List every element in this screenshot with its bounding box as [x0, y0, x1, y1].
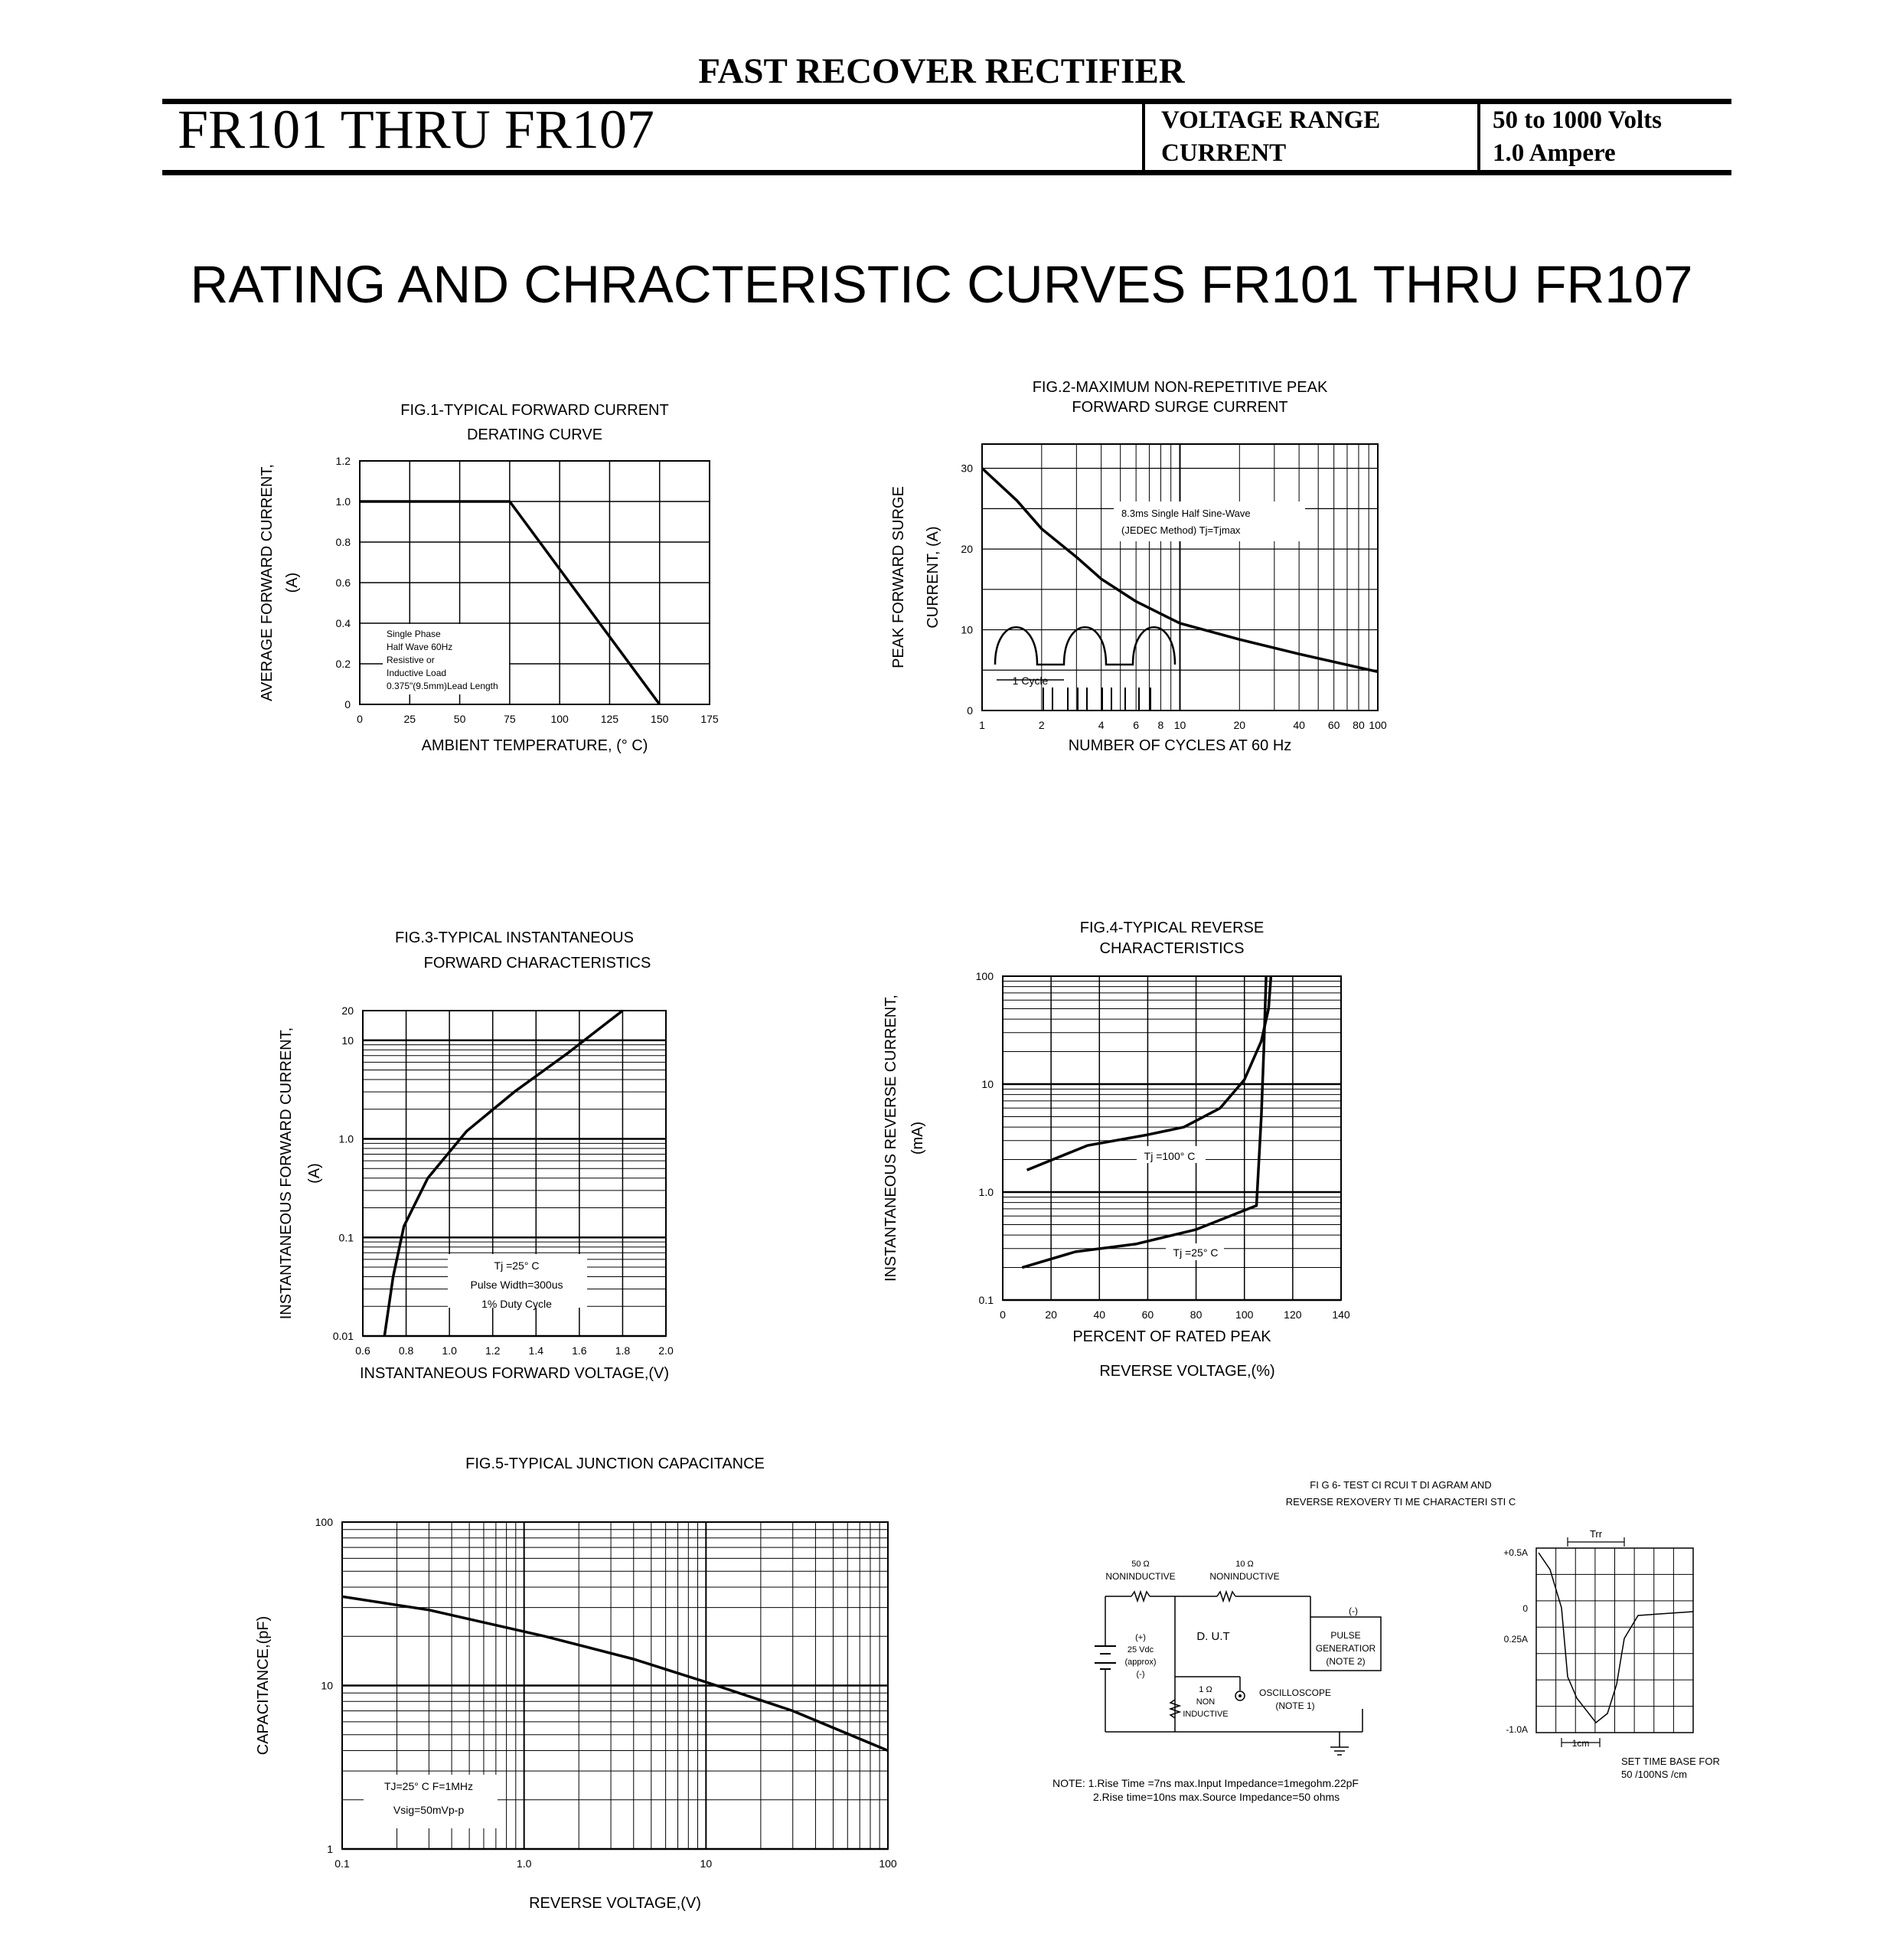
fig3-y-axis-label: INSTANTANEOUS FORWARD CURRENT,: [278, 1027, 295, 1320]
fig3-x-tick-label: 1.6: [572, 1344, 587, 1357]
fig6-supply-label: 25 Vdc: [1127, 1645, 1154, 1655]
fig1-x-tick-label: 50: [453, 713, 466, 725]
fig4-x-axis-label: PERCENT OF RATED PEAK: [1072, 1328, 1271, 1345]
fig4-label-tj100: Tj =100° C: [1144, 1150, 1196, 1162]
fig1-annotation: Single Phase: [387, 629, 441, 639]
fig2-title: FORWARD SURGE CURRENT: [1072, 399, 1288, 416]
fig1-x-tick-label: 150: [651, 713, 669, 725]
fig2-chart: [890, 379, 1387, 754]
fig2-y-axis-label: CURRENT, (A): [925, 526, 942, 629]
fig5-y-tick-label: 10: [321, 1679, 333, 1692]
fig1-y-axis-label: AVERAGE FORWARD CURRENT,: [259, 464, 276, 701]
fig2-x-tick-label: 20: [1233, 719, 1246, 731]
part-range: FR101 THRU FR107: [178, 99, 654, 160]
fig1-title: DERATING CURVE: [466, 426, 603, 443]
fig3-x-axis-label: INSTANTANEOUS FORWARD VOLTAGE,(V): [359, 1365, 670, 1382]
fig3-annotation: 1% Duty Cycle: [481, 1298, 552, 1310]
fig4-y-axis-label: (mA): [909, 1121, 926, 1155]
fig3-chart: [278, 929, 674, 1382]
fig6-wave-label: 0.25A: [1503, 1634, 1528, 1645]
fig1-annotation: Inductive Load: [387, 668, 447, 678]
fig2-x-tick-label: 1: [979, 719, 985, 731]
fig2-x-tick-label: 60: [1327, 719, 1340, 731]
fig1-x-tick-label: 0: [357, 713, 363, 725]
fig6-r50-value: 50 Ω: [1131, 1560, 1150, 1569]
fig5-y-tick-label: 1: [327, 1843, 333, 1855]
fig6-wave-label: 0: [1522, 1603, 1528, 1614]
fig4-x-tick-label: 60: [1141, 1308, 1154, 1321]
fig3-x-tick-label: 0.6: [355, 1344, 370, 1357]
fig4-y-tick-label: 100: [975, 970, 994, 982]
fig4-y-tick-label: 1.0: [978, 1186, 994, 1198]
fig6-supply-label: (approx): [1124, 1658, 1157, 1667]
fig4-label-tj25: Tj =25° C: [1173, 1246, 1219, 1259]
fig6-r1-label: 1 Ω: [1199, 1685, 1212, 1694]
fig4-x-axis-label: REVERSE VOLTAGE,(%): [1099, 1363, 1275, 1380]
fig6-supply-label: (+): [1135, 1633, 1146, 1642]
fig6-oscilloscope-label: OSCILLOSCOPE: [1258, 1687, 1332, 1698]
fig1-x-tick-label: 175: [700, 713, 719, 725]
fig3-annotation: Tj =25° C: [494, 1259, 540, 1272]
fig2-x-tick-label: 10: [1173, 719, 1186, 731]
fig1-annotation: 0.375"(9.5mm)Lead Length: [387, 681, 498, 691]
fig1-x-axis-label: AMBIENT TEMPERATURE, (° C): [421, 737, 648, 754]
fig6-r10-value: 10 Ω: [1235, 1560, 1254, 1569]
fig2-x-tick-label: 8: [1157, 719, 1164, 731]
fig4-chart: [883, 920, 1350, 1380]
fig3-x-tick-label: 1.4: [528, 1344, 544, 1357]
fig6-trr-label: Trr: [1589, 1528, 1603, 1540]
voltage-range-value: 50 to 1000 Volts: [1493, 106, 1662, 134]
fig1-y-tick-label: 0.6: [335, 577, 351, 589]
fig3-y-tick-label: 10: [341, 1034, 354, 1047]
fig4-x-tick-label: 140: [1332, 1308, 1350, 1321]
fig6-r1-label: INDUCTIVE: [1183, 1710, 1229, 1719]
current-label: CURRENT: [1161, 139, 1287, 167]
fig1-y-tick-label: 0.8: [335, 536, 351, 548]
fig3-title: FORWARD CHARACTERISTICS: [423, 955, 651, 972]
fig5-y-axis-label: CAPACITANCE,(pF): [255, 1615, 272, 1756]
fig6-resistor-50: [1131, 1592, 1150, 1601]
fig1-chart: [259, 402, 719, 754]
fig1-x-tick-label: 100: [550, 713, 569, 725]
fig2-annotation: (JEDEC Method) Tj=Tjmax: [1121, 524, 1241, 536]
fig4-x-tick-label: 80: [1190, 1308, 1203, 1321]
fig5-x-tick-label: 0.1: [335, 1857, 350, 1870]
fig3-y-axis-label: (A): [306, 1163, 323, 1184]
fig4-series-tj25c: [1022, 976, 1266, 1268]
fig6-title: REVERSE REXOVERY TI ME CHARACTERI STI C: [1285, 1496, 1516, 1508]
fig6-wave-label: -1.0A: [1506, 1724, 1528, 1735]
fig4-x-tick-label: 120: [1284, 1308, 1302, 1321]
fig2-cycle-wave: [995, 627, 1175, 665]
fig6-diagram: [1052, 1479, 1720, 1803]
fig3-x-tick-label: 0.8: [398, 1344, 414, 1357]
fig4-title: CHARACTERISTICS: [1099, 940, 1245, 957]
fig1-y-axis-label: (A): [284, 572, 301, 593]
fig6-pulse-minus: (-): [1349, 1606, 1358, 1616]
fig2-x-tick-label: 80: [1353, 719, 1365, 731]
fig3-x-tick-label: 1.0: [442, 1344, 457, 1357]
header-title: FAST RECOVER RECTIFIER: [698, 51, 1185, 91]
fig6-pulse-generator-label: GENERATIOR: [1315, 1643, 1376, 1654]
fig6-oscilloscope-label: (NOTE 1): [1275, 1700, 1315, 1711]
fig3-x-tick-label: 1.8: [615, 1344, 631, 1357]
fig1-y-tick-label: 1.2: [335, 455, 351, 467]
fig3-y-tick-label: 0.01: [332, 1330, 354, 1342]
fig1-title: FIG.1-TYPICAL FORWARD CURRENT: [400, 402, 669, 419]
fig1-annotation: Half Wave 60Hz: [387, 642, 453, 652]
fig1-y-tick-label: 0.2: [335, 658, 351, 670]
fig2-x-tick-label: 2: [1038, 719, 1045, 731]
fig1-annotation: Resistive or: [387, 655, 435, 665]
fig6-cm-label: 1cm: [1571, 1738, 1590, 1749]
fig1-x-tick-label: 25: [403, 713, 416, 725]
fig2-y-tick-label: 10: [961, 623, 973, 636]
fig6-recovery-waveform: [1539, 1553, 1693, 1723]
voltage-range-label: VOLTAGE RANGE: [1161, 106, 1381, 134]
current-value: 1.0 Ampere: [1493, 139, 1616, 167]
fig2-y-tick-label: 20: [961, 543, 973, 556]
fig1-x-tick-label: 125: [600, 713, 619, 725]
fig1-x-tick-label: 75: [504, 713, 516, 725]
fig2-x-tick-label: 6: [1133, 719, 1140, 731]
fig5-series-cj: [342, 1596, 888, 1750]
fig6-supply-label: (-): [1136, 1670, 1145, 1679]
fig5-x-tick-label: 10: [700, 1857, 713, 1870]
fig2-grid: [982, 444, 1378, 710]
fig3-y-tick-label: 1.0: [338, 1132, 354, 1145]
fig6-oscilloscope-symbol: [1238, 1694, 1242, 1697]
fig6-timebase-label: SET TIME BASE FOR: [1621, 1756, 1720, 1767]
fig4-y-axis-label: INSTANTANEOUS REVERSE CURRENT,: [883, 995, 899, 1282]
fig6-pulse-generator-label: (NOTE 2): [1326, 1656, 1366, 1667]
fig1-y-tick-label: 0.4: [335, 617, 351, 629]
fig6-dut-label: D. U.T: [1196, 1630, 1230, 1643]
fig6-wave-label: +0.5A: [1503, 1547, 1528, 1558]
fig4-x-tick-label: 100: [1235, 1308, 1254, 1321]
fig4-title: FIG.4-TYPICAL REVERSE: [1079, 920, 1265, 936]
page-title: RATING AND CHRACTERISTIC CURVES FR101 THRU FR107: [190, 255, 1693, 314]
fig2-x-axis-label: NUMBER OF CYCLES AT 60 Hz: [1068, 737, 1292, 754]
fig6-resistor-10: [1217, 1592, 1235, 1601]
fig3-x-tick-label: 2.0: [658, 1344, 674, 1357]
fig2-x-tick-label: 4: [1098, 719, 1105, 731]
fig5-x-tick-label: 1.0: [516, 1857, 532, 1870]
fig4-y-tick-label: 0.1: [978, 1294, 994, 1306]
fig2-x-tick-label: 40: [1293, 719, 1305, 731]
fig2-cycle-label: 1 Cycle: [1012, 675, 1049, 687]
fig4-x-tick-label: 0: [1000, 1308, 1006, 1321]
fig3-x-tick-label: 1.2: [485, 1344, 501, 1357]
fig6-pulse-generator-label: PULSE: [1330, 1630, 1361, 1641]
fig1-y-tick-label: 0: [344, 698, 351, 710]
fig5-x-tick-label: 100: [879, 1857, 897, 1870]
fig1-y-tick-label: 1.0: [335, 495, 351, 508]
fig3-title: FIG.3-TYPICAL INSTANTANEOUS: [395, 929, 634, 946]
fig6-r1-label: NON: [1196, 1697, 1216, 1707]
fig6-r10-label: NONINDUCTIVE: [1209, 1571, 1280, 1582]
fig4-x-tick-label: 20: [1045, 1308, 1057, 1321]
fig6-note: NOTE: 1.Rise Time =7ns max.Input Impedance=1megohm.22pF: [1052, 1777, 1359, 1789]
fig5-y-tick-label: 100: [315, 1516, 333, 1528]
fig4-y-tick-label: 10: [981, 1078, 994, 1090]
fig5-annotation: Vsig=50mVp-p: [393, 1804, 465, 1816]
fig2-y-tick-label: 30: [961, 462, 973, 475]
fig5-chart: [255, 1455, 897, 1912]
fig6-note: 2.Rise time=10ns max.Source Impedance=50 ohms: [1093, 1791, 1340, 1803]
fig2-title: FIG.2-MAXIMUM NON-REPETITIVE PEAK: [1032, 379, 1328, 396]
fig3-annotation: Pulse Width=300us: [470, 1279, 563, 1291]
fig3-y-tick-label: 20: [341, 1004, 354, 1017]
fig3-y-tick-label: 0.1: [338, 1231, 354, 1244]
fig5-x-axis-label: REVERSE VOLTAGE,(V): [529, 1895, 701, 1912]
fig5-annotation: TJ=25° C F=1MHz: [383, 1780, 474, 1792]
fig2-y-axis-label: PEAK FORWARD SURGE: [890, 486, 907, 668]
fig4-x-tick-label: 40: [1093, 1308, 1106, 1321]
fig6-r50-label: NONINDUCTIVE: [1105, 1571, 1176, 1582]
fig6-waveform-grid: [1536, 1548, 1693, 1733]
fig6-timebase-label: 50 /100NS /cm: [1621, 1769, 1687, 1780]
fig2-annotation: 8.3ms Single Half Sine-Wave: [1121, 508, 1251, 519]
fig2-y-tick-label: 0: [967, 704, 973, 717]
fig5-title: FIG.5-TYPICAL JUNCTION CAPACITANCE: [465, 1455, 765, 1472]
fig6-title: FI G 6- TEST CI RCUI T DI AGRAM AND: [1310, 1479, 1492, 1491]
fig2-x-tick-label: 100: [1369, 719, 1387, 731]
